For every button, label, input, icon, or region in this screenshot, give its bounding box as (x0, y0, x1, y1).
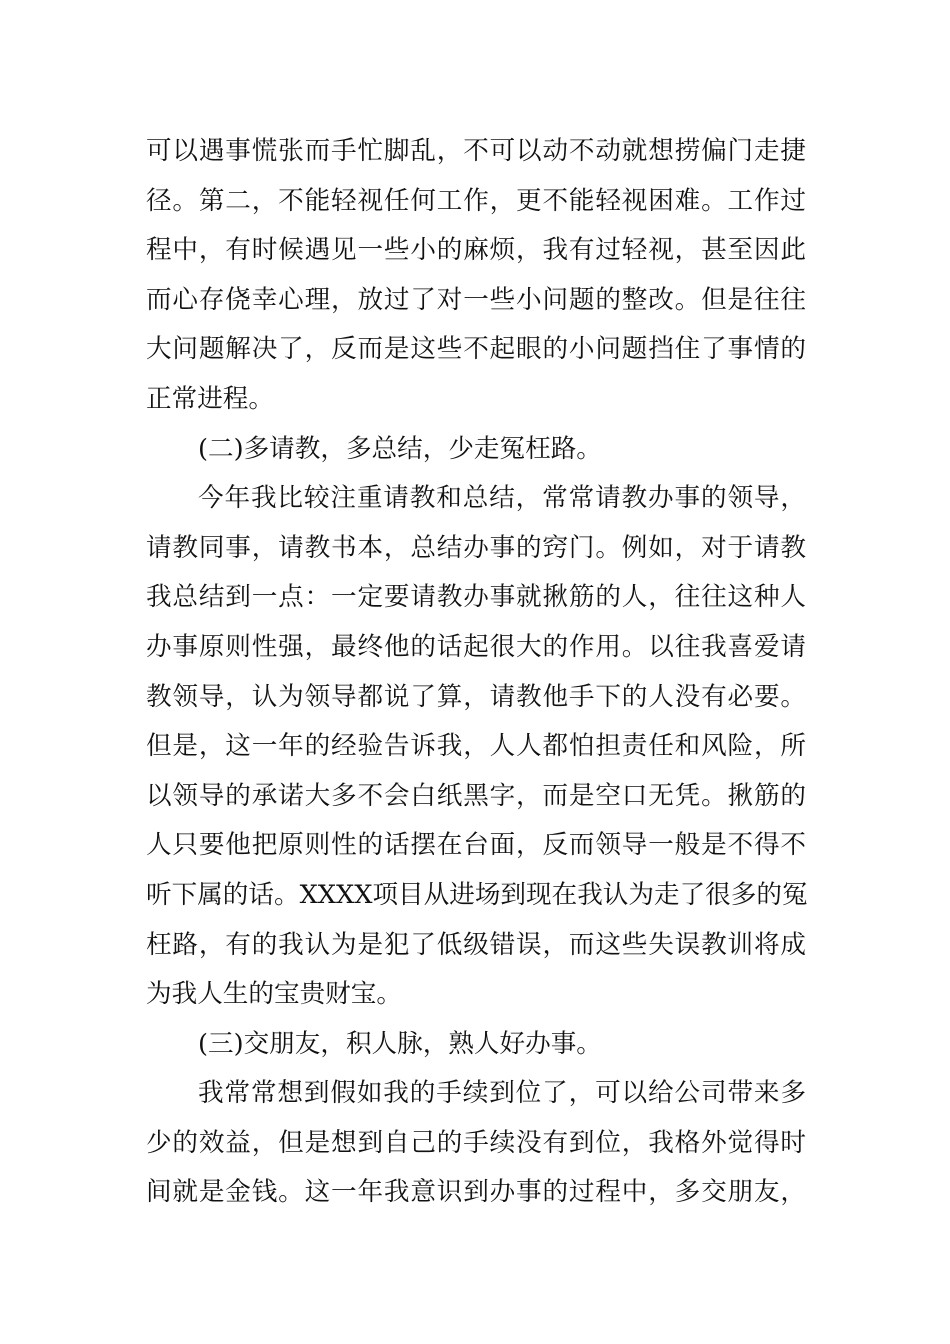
paragraph-continuation (146, 127, 806, 425)
text-line: 而心存侥幸心理，放过了对一些小问题的整改。但是往往 (146, 284, 806, 315)
text-line: 请教同事，请教书本，总结办事的窍门。例如，对于请教 (146, 532, 806, 563)
heading-line: (三)交朋友，积人脉，熟人好办事。 (198, 1028, 602, 1059)
text-line: 以领导的承诺大多不会白纸黑字，而是空口无凭。揪筋的 (146, 780, 806, 811)
text-line: 人只要他把原则性的话摆在台面，反而领导一般是不得不 (146, 830, 806, 861)
text-line: 径。第二，不能轻视任何工作，更不能轻视困难。工作过 (146, 185, 806, 216)
section-heading-three (146, 1020, 806, 1070)
text-line: 大问题解决了，反而是这些不起眼的小问题挡住了事情的 (146, 334, 806, 365)
text-line: 枉路，有的我认为是犯了低级错误，而这些失误教训将成 (146, 929, 806, 960)
text-line: 间就是金钱。这一年我意识到办事的过程中，多交朋友， (146, 1177, 806, 1208)
document-body (146, 127, 806, 1218)
text-line: 今年我比较注重请教和总结，常常请教办事的领导， (198, 483, 806, 514)
text-line: 我常常想到假如我的手续到位了，可以给公司带来多 (198, 1078, 806, 1109)
text-line: 少的效益，但是想到自己的手续没有到位，我格外觉得时 (146, 1127, 806, 1158)
text-line: 正常进程。 (146, 383, 274, 414)
heading-line: (二)多请教，多总结，少走冤枉路。 (198, 433, 602, 464)
text-line: 但是，这一年的经验告诉我，人人都怕担责任和风险，所 (146, 731, 806, 762)
section-heading-two (146, 425, 806, 475)
text-line: 听下属的话。XXXX项目从进场到现在我认为走了很多的冤 (146, 879, 808, 910)
paragraph-consulting (146, 474, 806, 1020)
paragraph-friends (146, 1069, 806, 1218)
text-line: 可以遇事慌张而手忙脚乱，不可以动不动就想捞偏门走捷 (146, 136, 806, 166)
text-line: 教领导，认为领导都说了算，请教他手下的人没有必要。 (146, 681, 806, 712)
text-line: 办事原则性强，最终他的话起很大的作用。以往我喜爱请 (146, 631, 806, 662)
text-line: 为我人生的宝贵财宝。 (146, 979, 402, 1010)
text-line: 程中，有时候遇见一些小的麻烦，我有过轻视，甚至因此 (146, 235, 806, 266)
text-line: 我总结到一点：一定要请教办事就揪筋的人，往往这种人 (146, 582, 806, 613)
